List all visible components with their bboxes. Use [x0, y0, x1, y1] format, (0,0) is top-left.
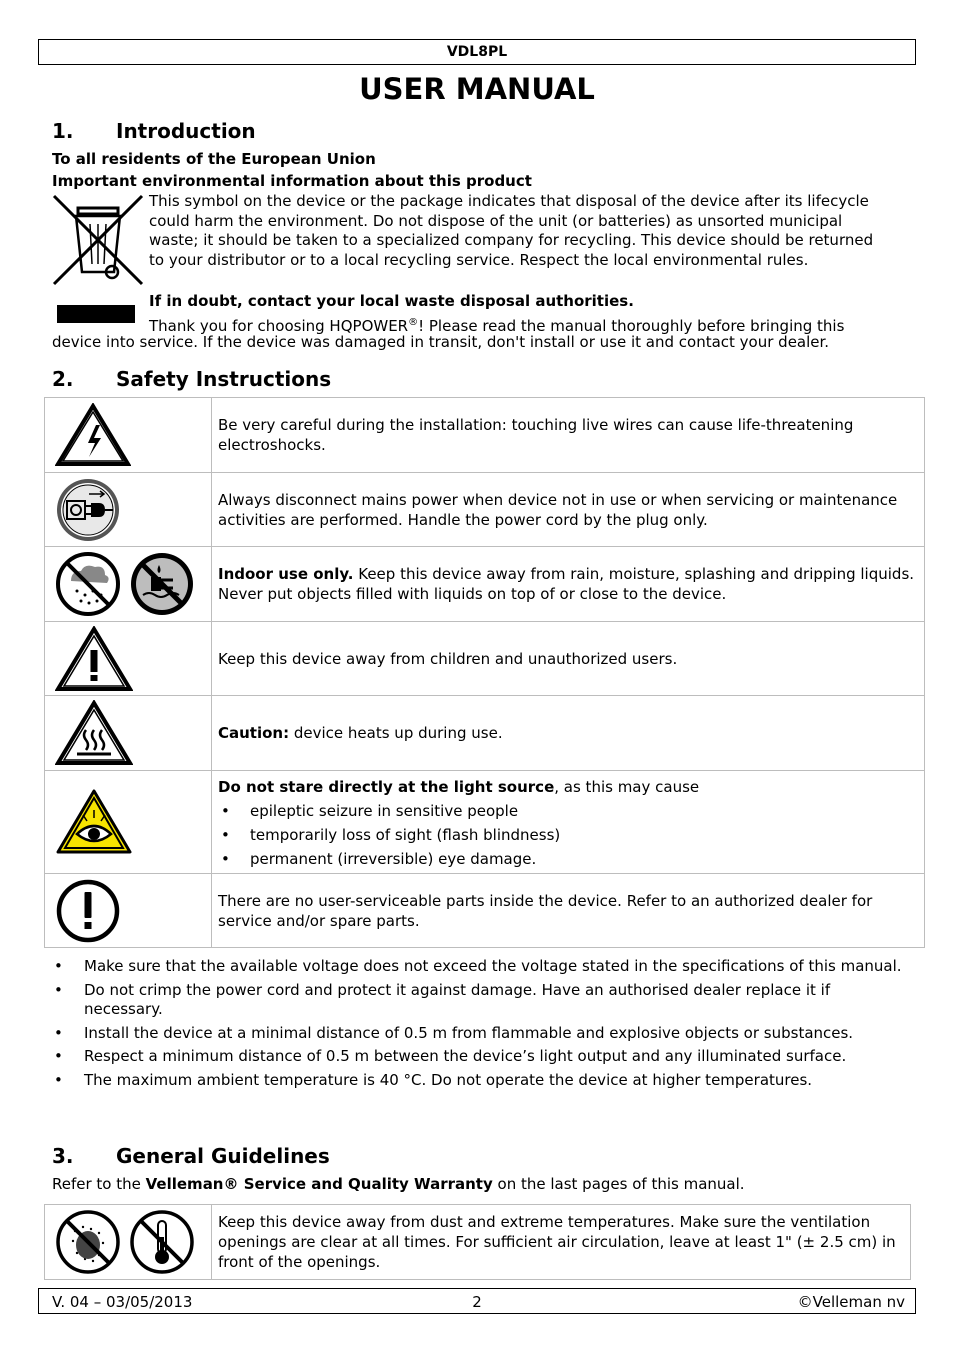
eye-light-warning-icon — [55, 788, 133, 856]
section-guidelines-heading — [52, 1143, 330, 1169]
safety-table — [44, 397, 925, 948]
page-title: USER MANUAL — [359, 72, 595, 106]
section-number: 1. — [52, 119, 74, 143]
header-model: VDL8PL — [38, 39, 916, 65]
no-dust-icon — [55, 1209, 121, 1275]
list-item: • Respect a minimum distance of 0.5 m between the device’s light output and any illuminated surface. — [52, 1047, 902, 1067]
list-item: • permanent (irreversible) eye damage. — [218, 849, 918, 869]
section-number: 2. — [52, 367, 74, 391]
safety-text-light: Do not stare directly at the light source, as this may cause • epileptic seizure in sensitive people • temporarily loss of sight (flash blindness) • permanent (irreversible) eye damage. — [212, 771, 925, 874]
list-item: • The maximum ambient temperature is 40 °C. Do not operate the device at higher temperatures. — [52, 1071, 902, 1091]
list-item: • Make sure that the available voltage does not exceed the voltage stated in the specifications of this manual. — [52, 957, 902, 977]
section-safety-heading — [52, 366, 331, 392]
safety-row — [45, 622, 925, 696]
safety-row — [45, 473, 925, 547]
section-intro-heading — [52, 118, 256, 144]
intro-body: This symbol on the device or the package indicates that disposal of the device after its lifecycle could harm the environment. Do not dispose of the unit (or batteries) as unsorted municipal waste; it should be taken to a specialized company for recycling. This device should be returned to your distributor or to a local recycling service. Respect the local environmental rules. — [149, 192, 874, 269]
footer-copyright: ©Velleman nv — [797, 1293, 905, 1311]
guidelines-row — [45, 1205, 911, 1280]
list-item: • Do not crimp the power cord and protect it against damage. Have an authorised dealer replace it if necessary. — [52, 981, 902, 1020]
list-item: • Install the device at a minimal distance of 0.5 m from flammable and explosive objects or substances. — [52, 1024, 902, 1044]
safety-row — [45, 398, 925, 473]
page-footer — [38, 1288, 916, 1314]
safety-text: Always disconnect mains power when device not in use or when servicing or maintenance activities are performed. Handle the power cord by the plug only. — [212, 473, 925, 547]
safety-text: There are no user-serviceable parts inside the device. Refer to an authorized dealer for service and/or spare parts. — [212, 874, 925, 948]
light-risk-list — [218, 801, 918, 869]
general-warning-icon — [55, 626, 133, 692]
list-item: • epileptic seizure in sensitive people — [218, 801, 918, 821]
no-liquid-icon — [129, 551, 195, 617]
safety-text: Indoor use only. Keep this device away from rain, moisture, splashing and dripping liquids. Never put objects filled with liquids on top of or close to the device. — [212, 547, 925, 622]
safety-bullets — [52, 957, 902, 1094]
no-extreme-temperature-icon — [129, 1209, 195, 1275]
safety-row — [45, 771, 925, 874]
list-item: • temporarily loss of sight (flash blindness) — [218, 825, 918, 845]
guidelines-text: Keep this device away from dust and extreme temperatures. Make sure the ventilation openings are clear at all times. For sufficient air circulation, leave at least 1" (± 2.5 cm) in front of the openings. — [212, 1205, 911, 1280]
hot-surface-icon — [55, 700, 133, 766]
footer-page-number: 2 — [472, 1293, 482, 1311]
safety-text: Be very careful during the installation: touching live wires can cause life-threatening electroshocks. — [212, 398, 925, 473]
safety-text: Caution: device heats up during use. — [212, 696, 925, 771]
safety-text: Keep this device away from children and unauthorized users. — [212, 622, 925, 696]
section-number: 3. — [52, 1144, 74, 1168]
disconnect-plug-icon — [55, 477, 121, 543]
safety-row — [45, 547, 925, 622]
safety-row — [45, 874, 925, 948]
no-rain-icon — [55, 551, 121, 617]
safety-row — [45, 696, 925, 771]
attention-circle-icon — [55, 878, 121, 944]
footer-version: V. 04 – 03/05/2013 — [52, 1293, 193, 1311]
electric-shock-warning-icon — [55, 403, 131, 467]
intro-doubt: If in doubt, contact your local waste disposal authorities. — [149, 292, 634, 310]
section-title: General Guidelines — [116, 1144, 330, 1168]
guidelines-intro: Refer to the Velleman® Service and Quality Warranty on the last pages of this manual. — [52, 1175, 745, 1193]
section-title: Introduction — [116, 119, 256, 143]
intro-thanks-line2: device into service. If the device was damaged in transit, don't install or use it and contact your dealer. — [52, 333, 830, 351]
guidelines-table — [44, 1204, 911, 1280]
intro-sub-env: Important environmental information about this product — [52, 172, 532, 190]
intro-thanks-line1: Thank you for choosing HQPOWER®! Please read the manual thoroughly before bringing this — [149, 317, 845, 335]
registered-mark: ® — [408, 317, 419, 328]
section-title: Safety Instructions — [116, 367, 332, 391]
intro-sub-eu: To all residents of the European Union — [52, 150, 376, 168]
crossed-out-bin-icon — [52, 194, 144, 286]
weee-bar — [57, 305, 135, 323]
